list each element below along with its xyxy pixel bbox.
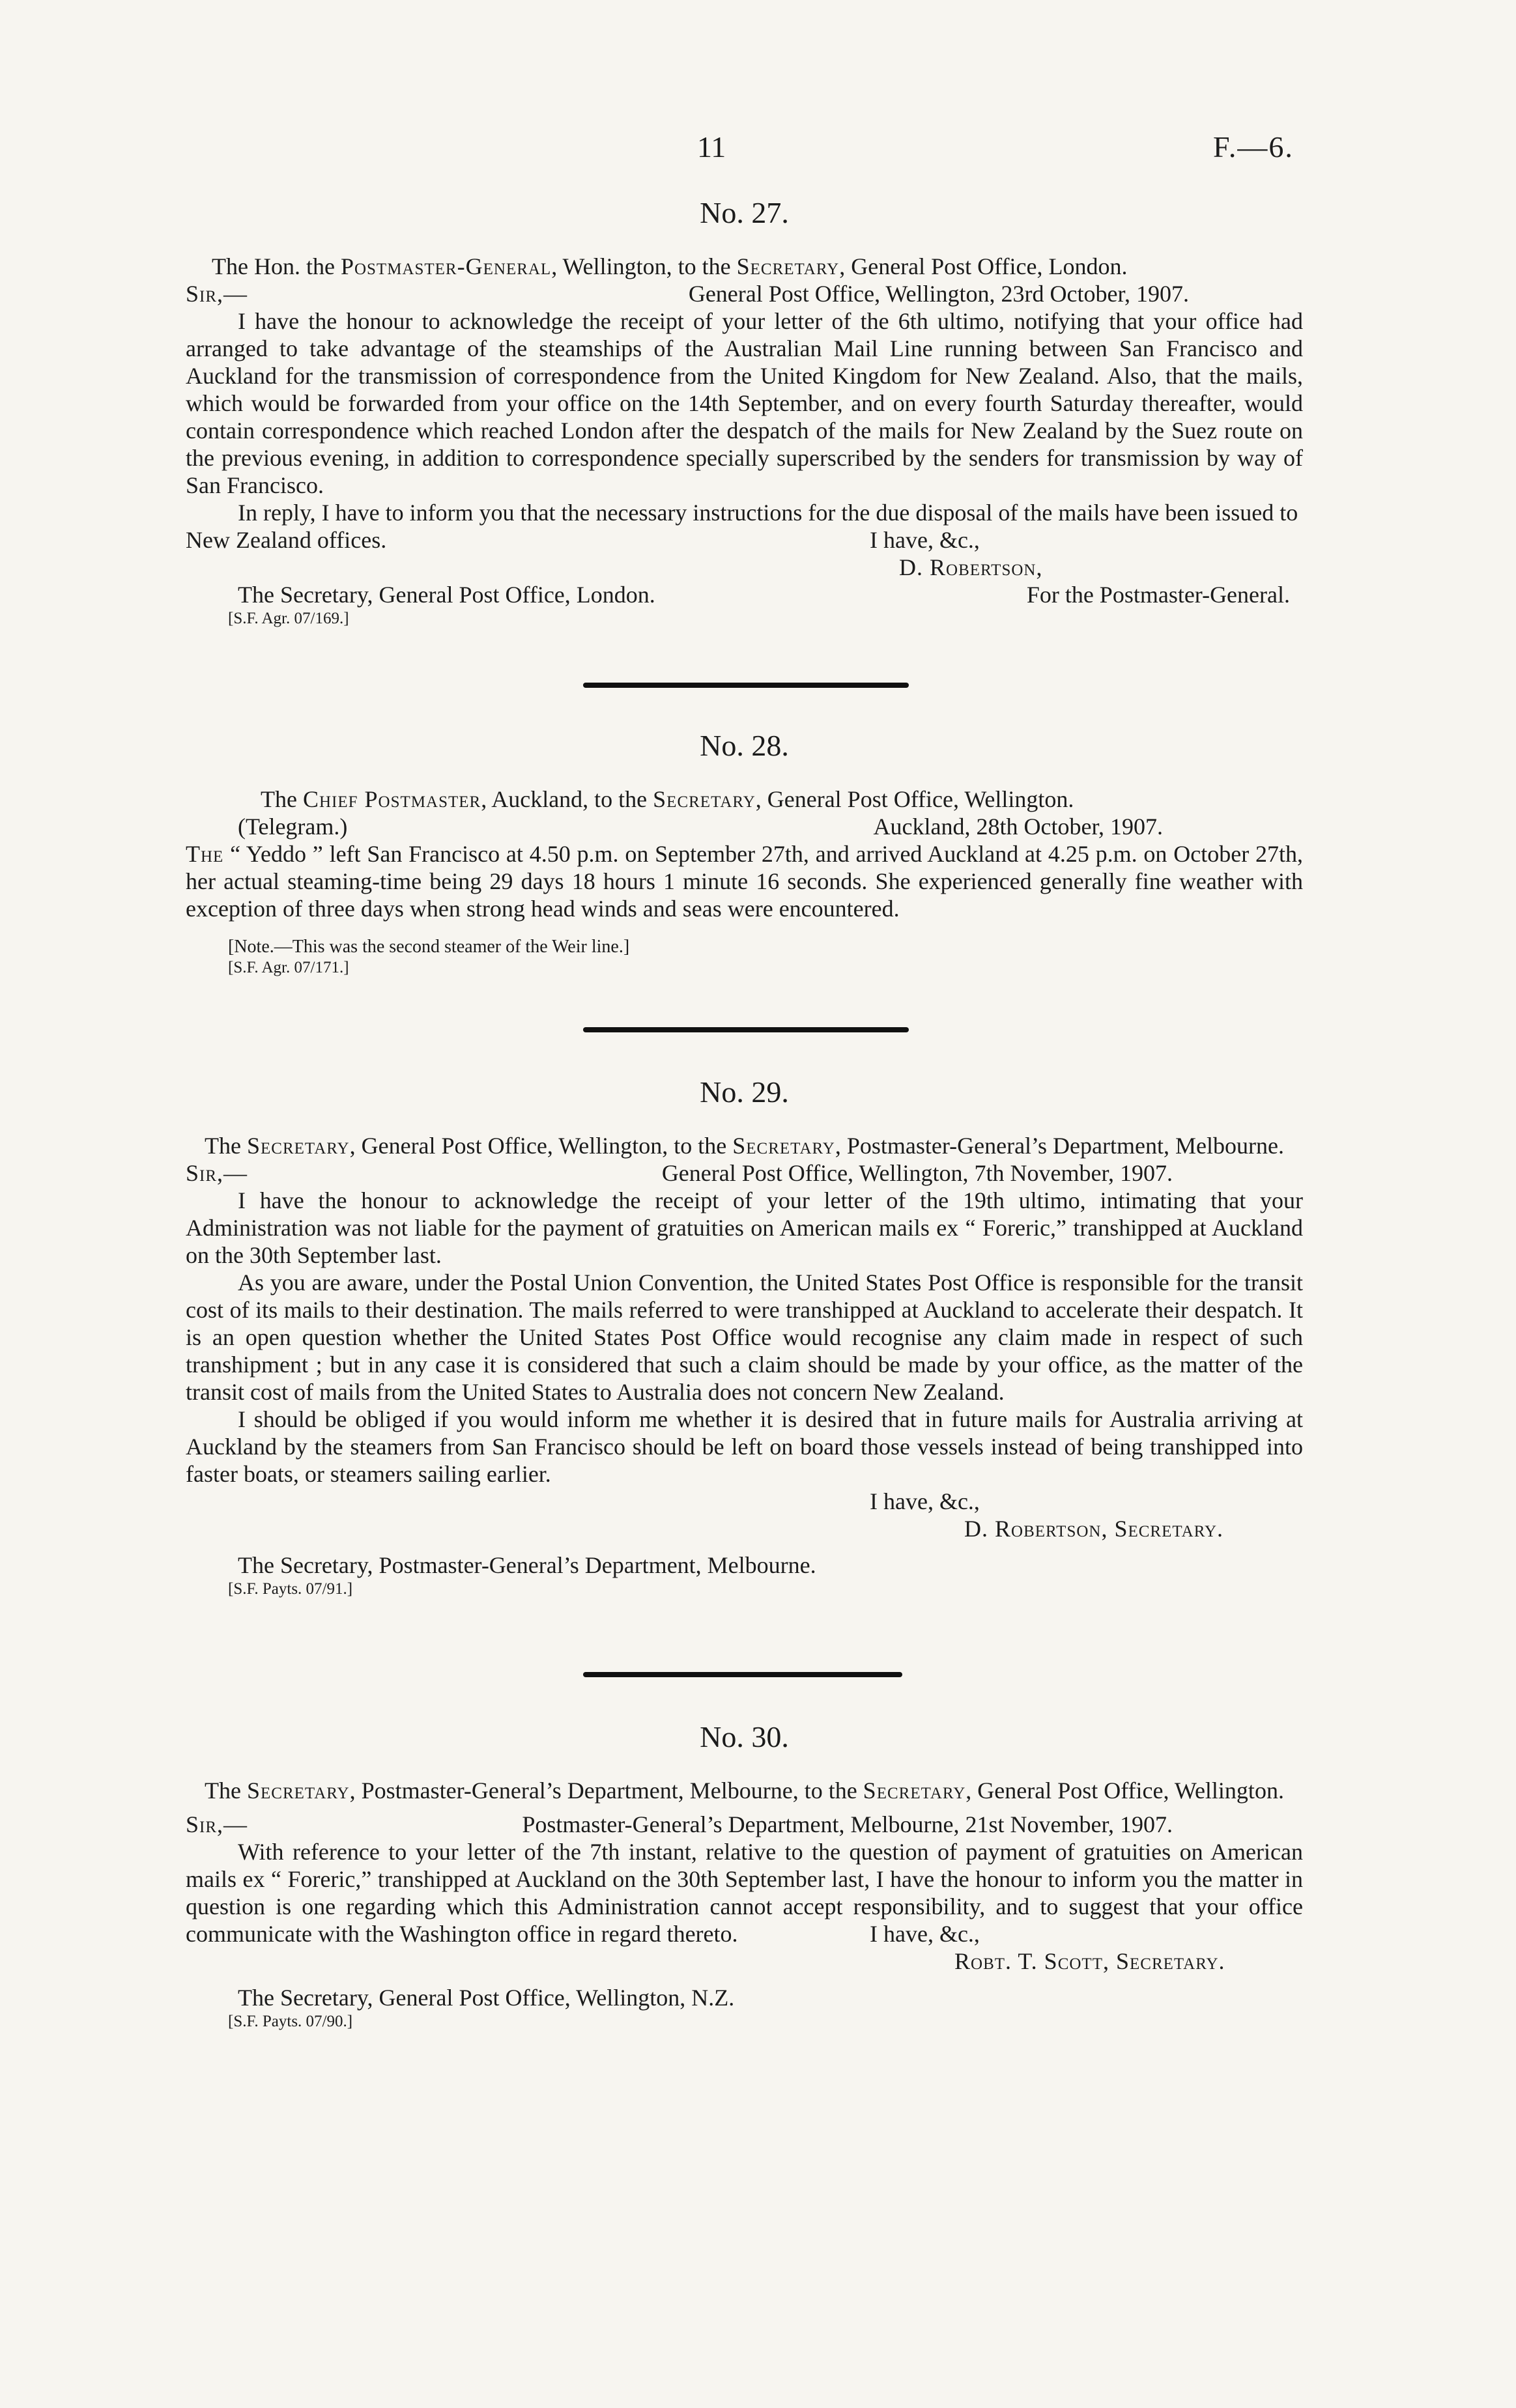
paragraph: The “ Yeddo ” left San Francisco at 4.50 p.m. on September 27th, and arrived Auckland at 4.25 p.m. on October 27th, her actual steaming-time being 29 days 18 hours 1 minute 16 seconds. She experienced generally fine weather with exception of three days when strong head winds and seas were encountered.	[186, 841, 1304, 922]
salutation: Sir,—	[186, 281, 248, 307]
salutation: Sir,—	[186, 1160, 248, 1186]
section-divider	[583, 1672, 902, 1677]
telegram-label: (Telegram.)	[238, 814, 348, 840]
salutation: Sir,—	[186, 1811, 248, 1837]
reference: [S.F. Agr. 07/169.]	[228, 610, 349, 627]
addressee: The Secretary, Postmaster-General’s Department, Melbourne.	[238, 1552, 816, 1578]
letter-from-to: The Chief Postmaster, Auckland, to the Secretary, General Post Office, Wellington.	[261, 786, 1074, 812]
letter-27	[186, 195, 1303, 629]
paragraph: I have the honour to acknowledge the receipt of your letter of the 6th ultimo, notifying that your office had arranged to take advantage of the steamships of the Australian Mail Line running between San Francisco and Auckland for the transmission of correspondence from the United Kingdom for New Zealand. Also, that the mails, which would be forwarded from your office on the 14th September, and on every fourth Saturday thereafter, would contain correspondence which reached London after the despatch of the mails for New Zealand by the Suez route on the previous evening, in addition to correspondence specially superscribed by the senders for transmission by way of San Francisco.	[186, 308, 1303, 498]
paragraph: As you are aware, under the Postal Union Convention, the United States Post Office is responsible for the transit cost of its mails to their destination. The mails referred to were transhipped at Auckland to accelerate their despatch. It is an open question whether the United States Post Office would recognise any claim made in respect of such transhipment ; but in any case it is considered that such a claim should be made by your office, as the matter of the transit cost of mails from the United States to Australia does not concern New Zealand.	[186, 1269, 1303, 1405]
addressee-row	[186, 581, 1303, 608]
signature: D. Robertson,	[899, 554, 1043, 580]
addressee: The Secretary, General Post Office, London.	[238, 582, 655, 608]
section-divider	[583, 683, 909, 688]
letter-29	[186, 1075, 1303, 1600]
letter-from-to: The Hon. the Postmaster-General, Wellington, to the Secretary, General Post Office, London.	[212, 253, 1128, 279]
paragraph: I have the honour to acknowledge the receipt of your letter of the 19th ultimo, intimating that your Administration was not liable for the payment of gratuities on American mails ex “ Foreric,” transhipped at Auckland on the 30th September last.	[186, 1187, 1303, 1268]
note: [Note.—This was the second steamer of the Weir line.]	[228, 937, 630, 957]
signature-title: For the Postmaster-General.	[1026, 582, 1290, 608]
paragraph: In reply, I have to inform you that the necessary instructions for the due disposal of the mails have been issued to New Zealand offices.	[186, 500, 1298, 553]
section-number: No. 29.	[700, 1075, 789, 1109]
dateline: Postmaster-General’s Department, Melbourne, 21st November, 1907.	[522, 1811, 1173, 1837]
dateline: General Post Office, Wellington, 23rd October, 1907.	[688, 281, 1189, 307]
reference: [S.F. Payts. 07/90.]	[228, 2013, 353, 2030]
letter-from-to: The Secretary, General Post Office, Wellington, to the Secretary, Postmaster-General’s Department, Melbourne.	[205, 1133, 1284, 1159]
section-number: No. 30.	[700, 1720, 789, 1753]
section-divider	[583, 1027, 909, 1032]
addressee: The Secretary, General Post Office, Wellington, N.Z.	[238, 1985, 735, 2011]
signature: D. Robertson, Secretary.	[964, 1516, 1224, 1542]
page-header	[0, 130, 1516, 173]
letter-28	[186, 728, 1303, 978]
closing: I have, &c.,	[870, 1921, 980, 1947]
page-number: 11	[697, 130, 726, 163]
dateline: General Post Office, Wellington, 7th November, 1907.	[661, 1160, 1173, 1186]
salutation-row	[186, 1811, 1303, 1838]
salutation-row	[186, 280, 1303, 307]
paragraph: With reference to your letter of the 7th instant, relative to the question of payment of gratuities on American mails ex “ Foreric,” transhipped at Auckland on the 30th September last, I have the honour to inform you the matter in question is one regarding which this Administration cannot accept responsibility, and to suggest that your office communicate with the Washington office in regard thereto.	[186, 1839, 1303, 1947]
paragraph: I should be obliged if you would inform me whether it is desired that in future mails for Australia arriving at Auckland by the steamers from San Francisco should be left on board those vessels instead of being transhipped into faster boats, or steamers sailing earlier.	[186, 1406, 1303, 1487]
reference: [S.F. Agr. 07/171.]	[228, 959, 349, 976]
letter-from-to: The Secretary, Postmaster-General’s Department, Melbourne, to the Secretary, General Post Office, Wellington.	[205, 1778, 1284, 1804]
salutation-row	[186, 813, 1303, 840]
letter-30	[186, 1720, 1303, 2032]
section-number: No. 28.	[700, 729, 789, 762]
signature: Robt. T. Scott, Secretary.	[954, 1948, 1225, 1974]
closing: I have, &c.,	[870, 1488, 980, 1514]
series-number: F.—6.	[1213, 130, 1294, 163]
salutation-row	[186, 1159, 1303, 1187]
closing: I have, &c.,	[870, 527, 980, 553]
section-number: No. 27.	[700, 196, 789, 229]
dateline: Auckland, 28th October, 1907.	[873, 814, 1163, 840]
reference: [S.F. Payts. 07/91.]	[228, 1580, 353, 1598]
